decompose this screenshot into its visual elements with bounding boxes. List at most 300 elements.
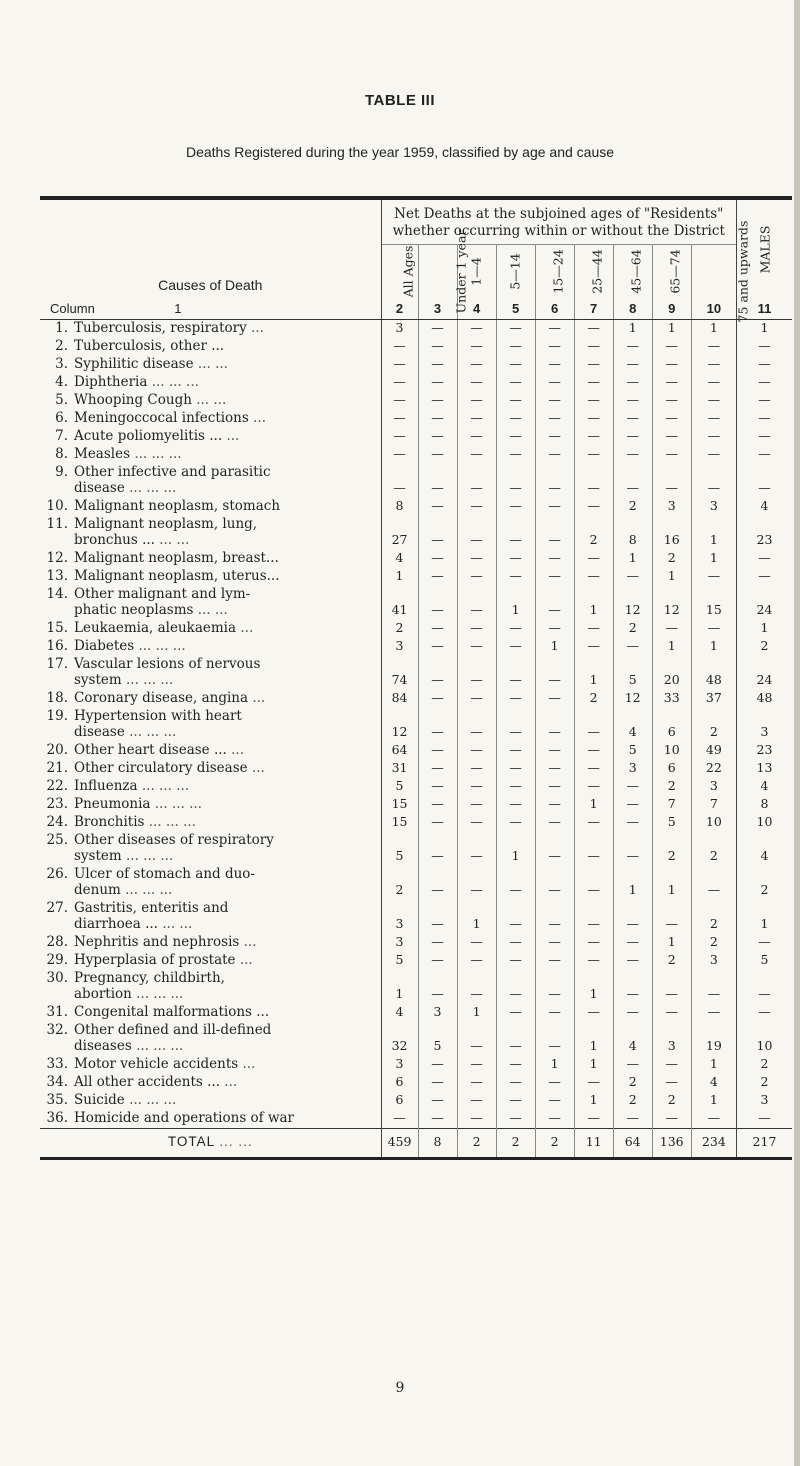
cause-label: Syphilitic disease	[74, 356, 194, 372]
value-cell: —	[496, 498, 535, 516]
leader-dots: ... ... ...	[148, 814, 196, 830]
value-cell: —	[613, 374, 652, 392]
row-number: 36.	[46, 1110, 68, 1126]
cause-label-line2: disease	[74, 480, 125, 496]
total-value-cell: 2	[496, 1129, 535, 1159]
value-cell: 1	[691, 638, 736, 656]
column-number: 5	[496, 299, 535, 320]
value-cell: 33	[652, 690, 691, 708]
value-cell: —	[457, 568, 496, 586]
value-cell: 3	[381, 1056, 418, 1074]
leader-dots: ...	[251, 320, 264, 336]
value-cell: —	[535, 832, 574, 866]
value-cell: 1	[691, 516, 736, 550]
value-cell: —	[418, 464, 457, 498]
table-row	[40, 338, 792, 356]
value-cell: 2	[736, 638, 792, 656]
cause-cell	[40, 970, 381, 1004]
value-cell: —	[457, 1110, 496, 1129]
value-cell: —	[457, 1056, 496, 1074]
cause-label: Influenza	[74, 778, 138, 794]
value-cell: —	[381, 410, 418, 428]
value-cell: —	[652, 1074, 691, 1092]
leader-dots: ...	[239, 952, 253, 968]
cause-label: Other circulatory disease	[74, 760, 248, 776]
cause-cell	[40, 516, 381, 550]
value-cell: 1	[691, 320, 736, 339]
cause-label: Other infective and parasitic	[74, 464, 271, 480]
value-cell: —	[613, 1056, 652, 1074]
value-cell: 32	[381, 1022, 418, 1056]
cause-cell	[40, 814, 381, 832]
column-label: Column 1	[40, 299, 381, 320]
leader-dots: ... ...	[197, 356, 228, 372]
value-cell: —	[496, 970, 535, 1004]
cause-label: Other diseases of respiratory	[74, 832, 274, 848]
value-cell: —	[652, 410, 691, 428]
row-number: 2.	[55, 338, 68, 354]
cause-cell	[40, 656, 381, 690]
value-cell: —	[691, 866, 736, 900]
row-number: 20.	[46, 742, 68, 758]
row-number: 8.	[55, 446, 68, 462]
value-cell: 24	[736, 656, 792, 690]
value-cell: 5	[652, 814, 691, 832]
value-cell: 1	[613, 866, 652, 900]
value-cell: 41	[381, 586, 418, 620]
value-cell: —	[457, 1074, 496, 1092]
value-cell: —	[652, 1056, 691, 1074]
row-number: 35.	[46, 1092, 68, 1108]
value-cell: —	[418, 446, 457, 464]
value-cell: 1	[736, 620, 792, 638]
value-cell: 3	[381, 638, 418, 656]
value-cell: 24	[736, 586, 792, 620]
cause-cell	[40, 934, 381, 952]
value-cell: —	[418, 550, 457, 568]
value-cell: —	[574, 814, 613, 832]
table-subtitle: Deaths Registered during the year 1959, classified by age and cause	[185, 144, 615, 160]
leader-dots: ... ... ...	[134, 446, 182, 462]
value-cell: —	[574, 866, 613, 900]
table-row	[40, 796, 792, 814]
value-cell: —	[535, 568, 574, 586]
leader-dots: ... ... ...	[129, 480, 177, 496]
value-cell: —	[418, 778, 457, 796]
cause-label: Leukaemia, aleukaemia	[74, 620, 237, 636]
value-cell: —	[496, 760, 535, 778]
value-cell: —	[496, 356, 535, 374]
value-cell: —	[496, 620, 535, 638]
value-cell: —	[535, 446, 574, 464]
value-cell: —	[418, 970, 457, 1004]
value-cell: —	[736, 568, 792, 586]
value-cell: —	[736, 464, 792, 498]
leader-dots: ... ... ...	[129, 724, 177, 740]
row-number: 4.	[55, 374, 68, 390]
value-cell: —	[496, 814, 535, 832]
value-cell: —	[652, 464, 691, 498]
row-number: 23.	[46, 796, 68, 812]
table-row	[40, 814, 792, 832]
value-cell: —	[535, 464, 574, 498]
value-cell: —	[457, 742, 496, 760]
cause-cell	[40, 356, 381, 374]
row-number: 15.	[46, 620, 68, 636]
value-cell: —	[574, 760, 613, 778]
value-cell: —	[418, 320, 457, 339]
value-cell: —	[418, 374, 457, 392]
value-cell: 6	[381, 1074, 418, 1092]
value-cell: 31	[381, 760, 418, 778]
cause-label: Whooping Cough	[74, 392, 192, 408]
row-number: 7.	[55, 428, 68, 444]
cause-label: Malignant neoplasm, stomach	[74, 498, 281, 514]
value-cell: —	[496, 708, 535, 742]
value-cell: —	[418, 410, 457, 428]
column-number: 4	[457, 299, 496, 320]
leader-dots: ... ...	[162, 916, 193, 932]
row-number: 27.	[46, 900, 68, 916]
cause-cell	[40, 1092, 381, 1110]
value-cell: 2	[736, 866, 792, 900]
value-cell: 1	[574, 1022, 613, 1056]
table-row	[40, 900, 792, 934]
table-row	[40, 1022, 792, 1056]
leader-dots: ... ... ...	[136, 986, 184, 1002]
value-cell: —	[418, 338, 457, 356]
total-value-cell: 217	[736, 1129, 792, 1159]
leader-dots: ...	[243, 934, 257, 950]
cause-cell	[40, 1110, 381, 1129]
value-cell: —	[613, 446, 652, 464]
value-cell: —	[613, 796, 652, 814]
value-cell: 7	[691, 796, 736, 814]
value-cell: —	[381, 428, 418, 446]
table-row	[40, 446, 792, 464]
value-cell: —	[574, 952, 613, 970]
value-cell: —	[457, 1022, 496, 1056]
value-cell: 8	[613, 516, 652, 550]
value-cell: 1	[457, 900, 496, 934]
value-cell: 27	[381, 516, 418, 550]
value-cell: 1	[574, 586, 613, 620]
leader-dots: ... ... ...	[125, 882, 173, 898]
page-edge	[794, 0, 800, 1466]
value-cell: —	[535, 498, 574, 516]
value-cell: —	[496, 1004, 535, 1022]
cause-label: Other malignant and lym-	[74, 586, 251, 602]
value-cell: —	[381, 356, 418, 374]
table-row	[40, 708, 792, 742]
row-number: 33.	[46, 1056, 68, 1072]
value-cell: —	[574, 1074, 613, 1092]
table-row	[40, 620, 792, 638]
value-cell: —	[613, 568, 652, 586]
value-cell: 1	[691, 1092, 736, 1110]
page-number: 9	[395, 1380, 405, 1396]
value-cell: —	[535, 1092, 574, 1110]
value-cell: 4	[691, 1074, 736, 1092]
value-cell: 1	[457, 1004, 496, 1022]
value-cell: 5	[381, 778, 418, 796]
cause-cell	[40, 952, 381, 970]
value-cell: —	[736, 356, 792, 374]
value-cell: —	[613, 410, 652, 428]
column-number: 8	[613, 299, 652, 320]
value-cell: —	[496, 638, 535, 656]
value-cell: —	[457, 428, 496, 446]
row-number: 5.	[55, 392, 68, 408]
value-cell: 1	[652, 866, 691, 900]
value-cell: —	[496, 338, 535, 356]
value-cell: —	[418, 656, 457, 690]
leader-dots: ...	[242, 1056, 256, 1072]
value-cell: —	[535, 1004, 574, 1022]
value-cell: —	[535, 760, 574, 778]
value-cell: 3	[652, 498, 691, 516]
value-cell: —	[535, 392, 574, 410]
cause-label: Congenital malformations ...	[74, 1004, 270, 1020]
value-cell: 4	[736, 498, 792, 516]
leader-dots: ...	[240, 620, 254, 636]
value-cell: 10	[652, 742, 691, 760]
leader-dots: ... ... ...	[138, 638, 186, 654]
value-cell: 84	[381, 690, 418, 708]
value-cell: 3	[691, 952, 736, 970]
table-row	[40, 1074, 792, 1092]
value-cell: —	[613, 970, 652, 1004]
value-cell: —	[457, 620, 496, 638]
value-cell: 3	[652, 1022, 691, 1056]
value-cell: —	[691, 446, 736, 464]
leader-dots: ...	[224, 1074, 238, 1090]
value-cell: 64	[381, 742, 418, 760]
age-span-header: Net Deaths at the subjoined ages of "Residents" whether occurring within or without the District	[381, 200, 736, 245]
value-cell: 8	[381, 498, 418, 516]
value-cell: —	[496, 410, 535, 428]
value-cell: —	[535, 796, 574, 814]
col-header-5-14: 5—14	[496, 245, 535, 300]
value-cell: —	[736, 392, 792, 410]
value-cell: 1	[652, 320, 691, 339]
cause-cell	[40, 374, 381, 392]
value-cell: —	[496, 796, 535, 814]
value-cell: 1	[613, 550, 652, 568]
value-cell: 5	[613, 742, 652, 760]
cause-cell	[40, 796, 381, 814]
row-number: 26.	[46, 866, 68, 882]
cause-label: Measles	[74, 446, 131, 462]
cause-label: Ulcer of stomach and duo-	[74, 866, 255, 882]
cause-label-continued	[40, 848, 381, 864]
value-cell: —	[535, 428, 574, 446]
value-cell: 2	[613, 498, 652, 516]
table-row	[40, 498, 792, 516]
value-cell: —	[613, 1004, 652, 1022]
value-cell: —	[652, 356, 691, 374]
table-row	[40, 1092, 792, 1110]
cause-label-continued	[40, 480, 381, 496]
value-cell: 23	[736, 742, 792, 760]
cause-cell	[40, 620, 381, 638]
cause-label: Vascular lesions of nervous	[74, 656, 261, 672]
cause-label-line2: phatic neoplasms	[74, 602, 194, 618]
leader-dots: ...	[231, 742, 245, 758]
value-cell: —	[736, 338, 792, 356]
value-cell: —	[457, 866, 496, 900]
value-cell: 3	[613, 760, 652, 778]
table-row	[40, 638, 792, 656]
cause-label: Tuberculosis, other ...	[74, 338, 225, 354]
total-value-cell: 136	[652, 1129, 691, 1159]
total-value-cell: 11	[574, 1129, 613, 1159]
value-cell: —	[652, 428, 691, 446]
value-cell: 1	[496, 832, 535, 866]
value-cell: 4	[613, 1022, 652, 1056]
table-row	[40, 1004, 792, 1022]
value-cell: —	[496, 446, 535, 464]
value-cell: —	[418, 708, 457, 742]
value-cell: —	[418, 356, 457, 374]
row-number: 16.	[46, 638, 68, 654]
value-cell: —	[574, 1004, 613, 1022]
cause-cell	[40, 1056, 381, 1074]
value-cell: —	[613, 832, 652, 866]
table-row	[40, 428, 792, 446]
value-cell: —	[535, 742, 574, 760]
value-cell: —	[418, 568, 457, 586]
value-cell: —	[652, 338, 691, 356]
cause-label: Hyperplasia of prostate	[74, 952, 236, 968]
value-cell: —	[652, 620, 691, 638]
cause-cell	[40, 900, 381, 934]
value-cell: —	[652, 374, 691, 392]
value-cell: —	[613, 356, 652, 374]
value-cell: 1	[574, 656, 613, 690]
row-number: 6.	[55, 410, 68, 426]
value-cell: 48	[736, 690, 792, 708]
value-cell: 2	[691, 832, 736, 866]
cause-label-line2: diarrhoea ...	[74, 916, 158, 932]
value-cell: —	[535, 690, 574, 708]
leader-dots: ...	[251, 760, 265, 776]
col-header-1-4: 1—4	[457, 245, 496, 300]
table-row	[40, 464, 792, 498]
value-cell: —	[613, 1110, 652, 1129]
row-number: 22.	[46, 778, 68, 794]
value-cell: 2	[736, 1056, 792, 1074]
row-number: 14.	[46, 586, 68, 602]
total-value-cell: 2	[457, 1129, 496, 1159]
value-cell: —	[652, 900, 691, 934]
column-number: 10	[691, 299, 736, 320]
value-cell: 19	[691, 1022, 736, 1056]
value-cell: —	[652, 1004, 691, 1022]
value-cell: 2	[652, 778, 691, 796]
cause-cell	[40, 428, 381, 446]
value-cell: —	[535, 970, 574, 1004]
value-cell: —	[457, 778, 496, 796]
cause-label: Motor vehicle accidents	[74, 1056, 239, 1072]
row-number: 31.	[46, 1004, 68, 1020]
value-cell: —	[457, 498, 496, 516]
value-cell: 10	[691, 814, 736, 832]
value-cell: —	[613, 952, 652, 970]
value-cell: —	[496, 516, 535, 550]
value-cell: —	[457, 656, 496, 690]
value-cell: —	[613, 778, 652, 796]
col-header-45-64: 45—64	[613, 245, 652, 300]
value-cell: 5	[381, 832, 418, 866]
column-number-row	[40, 299, 792, 320]
value-cell: —	[381, 464, 418, 498]
value-cell: —	[418, 1110, 457, 1129]
value-cell: 13	[736, 760, 792, 778]
cause-label-continued	[40, 602, 381, 618]
value-cell: 1	[496, 586, 535, 620]
row-number: 17.	[46, 656, 68, 672]
value-cell: 1	[652, 638, 691, 656]
value-cell: 3	[418, 1004, 457, 1022]
cause-label-continued	[40, 672, 381, 688]
value-cell: —	[418, 1092, 457, 1110]
column-number: 11	[736, 299, 792, 320]
value-cell: —	[496, 568, 535, 586]
cause-label-line2: denum	[74, 882, 121, 898]
value-cell: 1	[574, 1092, 613, 1110]
cause-label: Other heart disease ...	[74, 742, 227, 758]
table-row	[40, 934, 792, 952]
value-cell: —	[457, 464, 496, 498]
table-row	[40, 832, 792, 866]
total-label: TOTAL	[167, 1134, 215, 1149]
value-cell: —	[736, 934, 792, 952]
value-cell: —	[457, 796, 496, 814]
value-cell: —	[457, 690, 496, 708]
leader-dots: ... ... ...	[126, 848, 174, 864]
value-cell: —	[613, 338, 652, 356]
value-cell: 2	[613, 1074, 652, 1092]
table-row	[40, 970, 792, 1004]
value-cell: 23	[736, 516, 792, 550]
value-cell: 2	[691, 900, 736, 934]
value-cell: —	[418, 1074, 457, 1092]
value-cell: —	[418, 638, 457, 656]
leader-dots: ... ...	[196, 392, 227, 408]
value-cell: —	[457, 952, 496, 970]
value-cell: 74	[381, 656, 418, 690]
value-cell: 1	[613, 320, 652, 339]
value-cell: —	[457, 320, 496, 339]
value-cell: —	[691, 410, 736, 428]
value-cell: —	[574, 428, 613, 446]
value-cell: 3	[736, 1092, 792, 1110]
value-cell: 1	[652, 568, 691, 586]
cause-cell	[40, 446, 381, 464]
value-cell: —	[613, 392, 652, 410]
value-cell: —	[496, 550, 535, 568]
value-cell: —	[457, 586, 496, 620]
column-number: 7	[574, 299, 613, 320]
value-cell: 5	[736, 952, 792, 970]
cause-label: Diabetes	[74, 638, 135, 654]
value-cell: 3	[381, 934, 418, 952]
value-cell: 1	[574, 1056, 613, 1074]
value-cell: 5	[381, 952, 418, 970]
value-cell: —	[535, 320, 574, 339]
value-cell: 12	[652, 586, 691, 620]
